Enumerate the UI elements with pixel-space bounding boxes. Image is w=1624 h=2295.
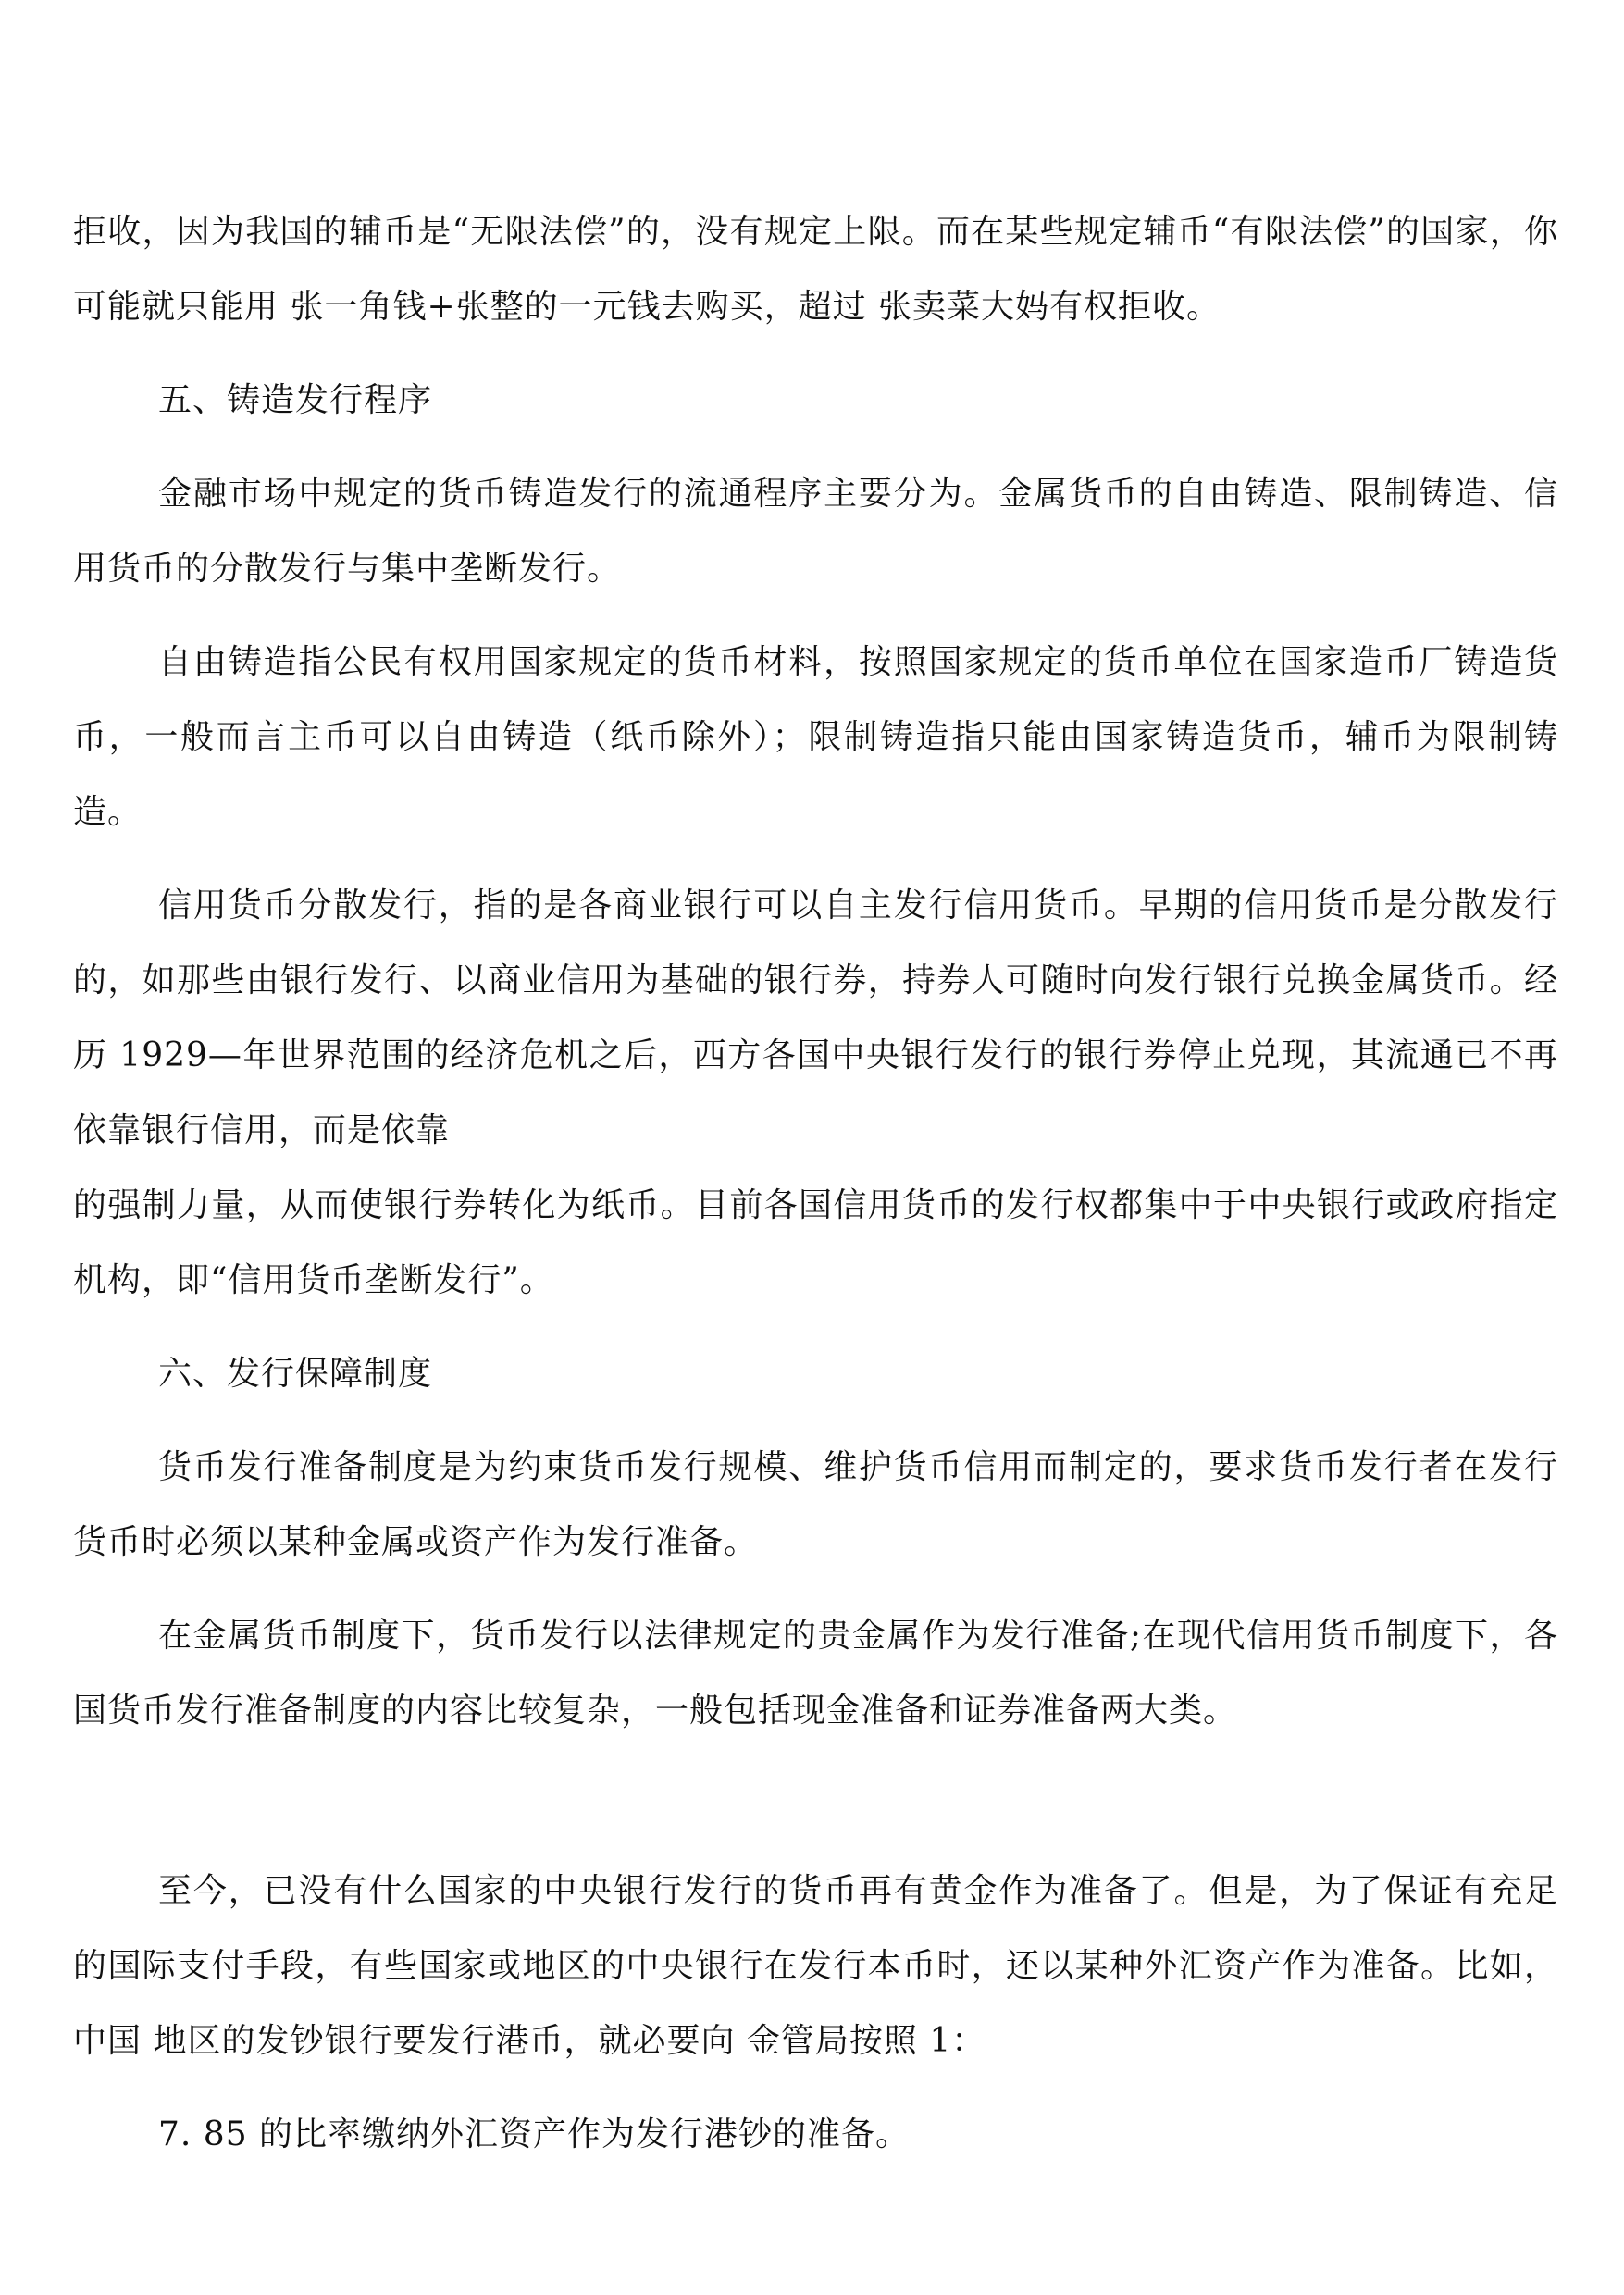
paragraph-metal-currency-reserve: 在金属货币制度下，货币发行以法律规定的贵金属作为发行准备;在现代信用货币制度下，各国货币发行准备制度的内容比较复杂，一般包括现金准备和证券准备两大类。 [73,1617,1558,1730]
document-body [73,194,1558,2190]
blank-gap [73,1767,1558,1854]
paragraph-credit-currency-issuance: 信用货币分散发行，指的是各商业银行可以自主发行信用货币。早期的信用货币是分散发行的，如那些由银行发行、以商业信用为基础的银行券，持券人可随时向发行银行兑换金属货币。经历 1929—年世界范围的经济危机之后，西方各国中央银行发行的银行券停止兑现，其流通已不再依靠银行信用，而是依靠 [73,887,1558,1149]
paragraph-free-minting: 自由铸造指公民有权用国家规定的货币材料，按照国家规定的货币单位在国家造币厂铸造货币，一般而言主币可以自由铸造（纸币除外）；限制铸造指只能由国家铸造货币，辅币为限制铸造。 [73,643,1558,831]
paragraph-reserve-system: 货币发行准备制度是为约束货币发行规模、维护货币信用而制定的，要求货币发行者在发行货币时必须以某种金属或资产作为发行准备。 [73,1448,1558,1561]
paragraph-hkd-ratio: 7. 85 的比率缴纳外汇资产作为发行港钞的准备。 [158,2115,911,2153]
paragraph-foreign-exchange-reserve: 至今，已没有什么国家的中央银行发行的货币再有黄金作为准备了。但是，为了保证有充足的国际支付手段，有些国家或地区的中央银行在发行本币时，还以某种外汇资产作为准备。比如，中国 地区的发钞银行要发行港币，就必要向 金管局按照 1： [73,1872,1558,2060]
paragraph-credit-currency-continued: 的强制力量，从而使银行券转化为纸币。目前各国信用货币的发行权都集中于中央银行或政府指定机构，即“信用货币垄断发行”。 [73,1186,1558,1299]
paragraph-minting-procedures: 金融市场中规定的货币铸造发行的流通程序主要分为。金属货币的自由铸造、限制铸造、信用货币的分散发行与集中垄断发行。 [73,475,1558,588]
section-heading-minting-issuance: 五、铸造发行程序 [158,381,433,419]
paragraph-legal-tender: 拒收，因为我国的辅币是“无限法偿”的，没有规定上限。而在某些规定辅币“有限法偿”的国家，你可能就只能用 张一角钱+张整的一元钱去购买，超过 张卖菜大妈有权拒收。 [73,213,1558,326]
section-heading-issuance-guarantee: 六、发行保障制度 [158,1355,433,1393]
